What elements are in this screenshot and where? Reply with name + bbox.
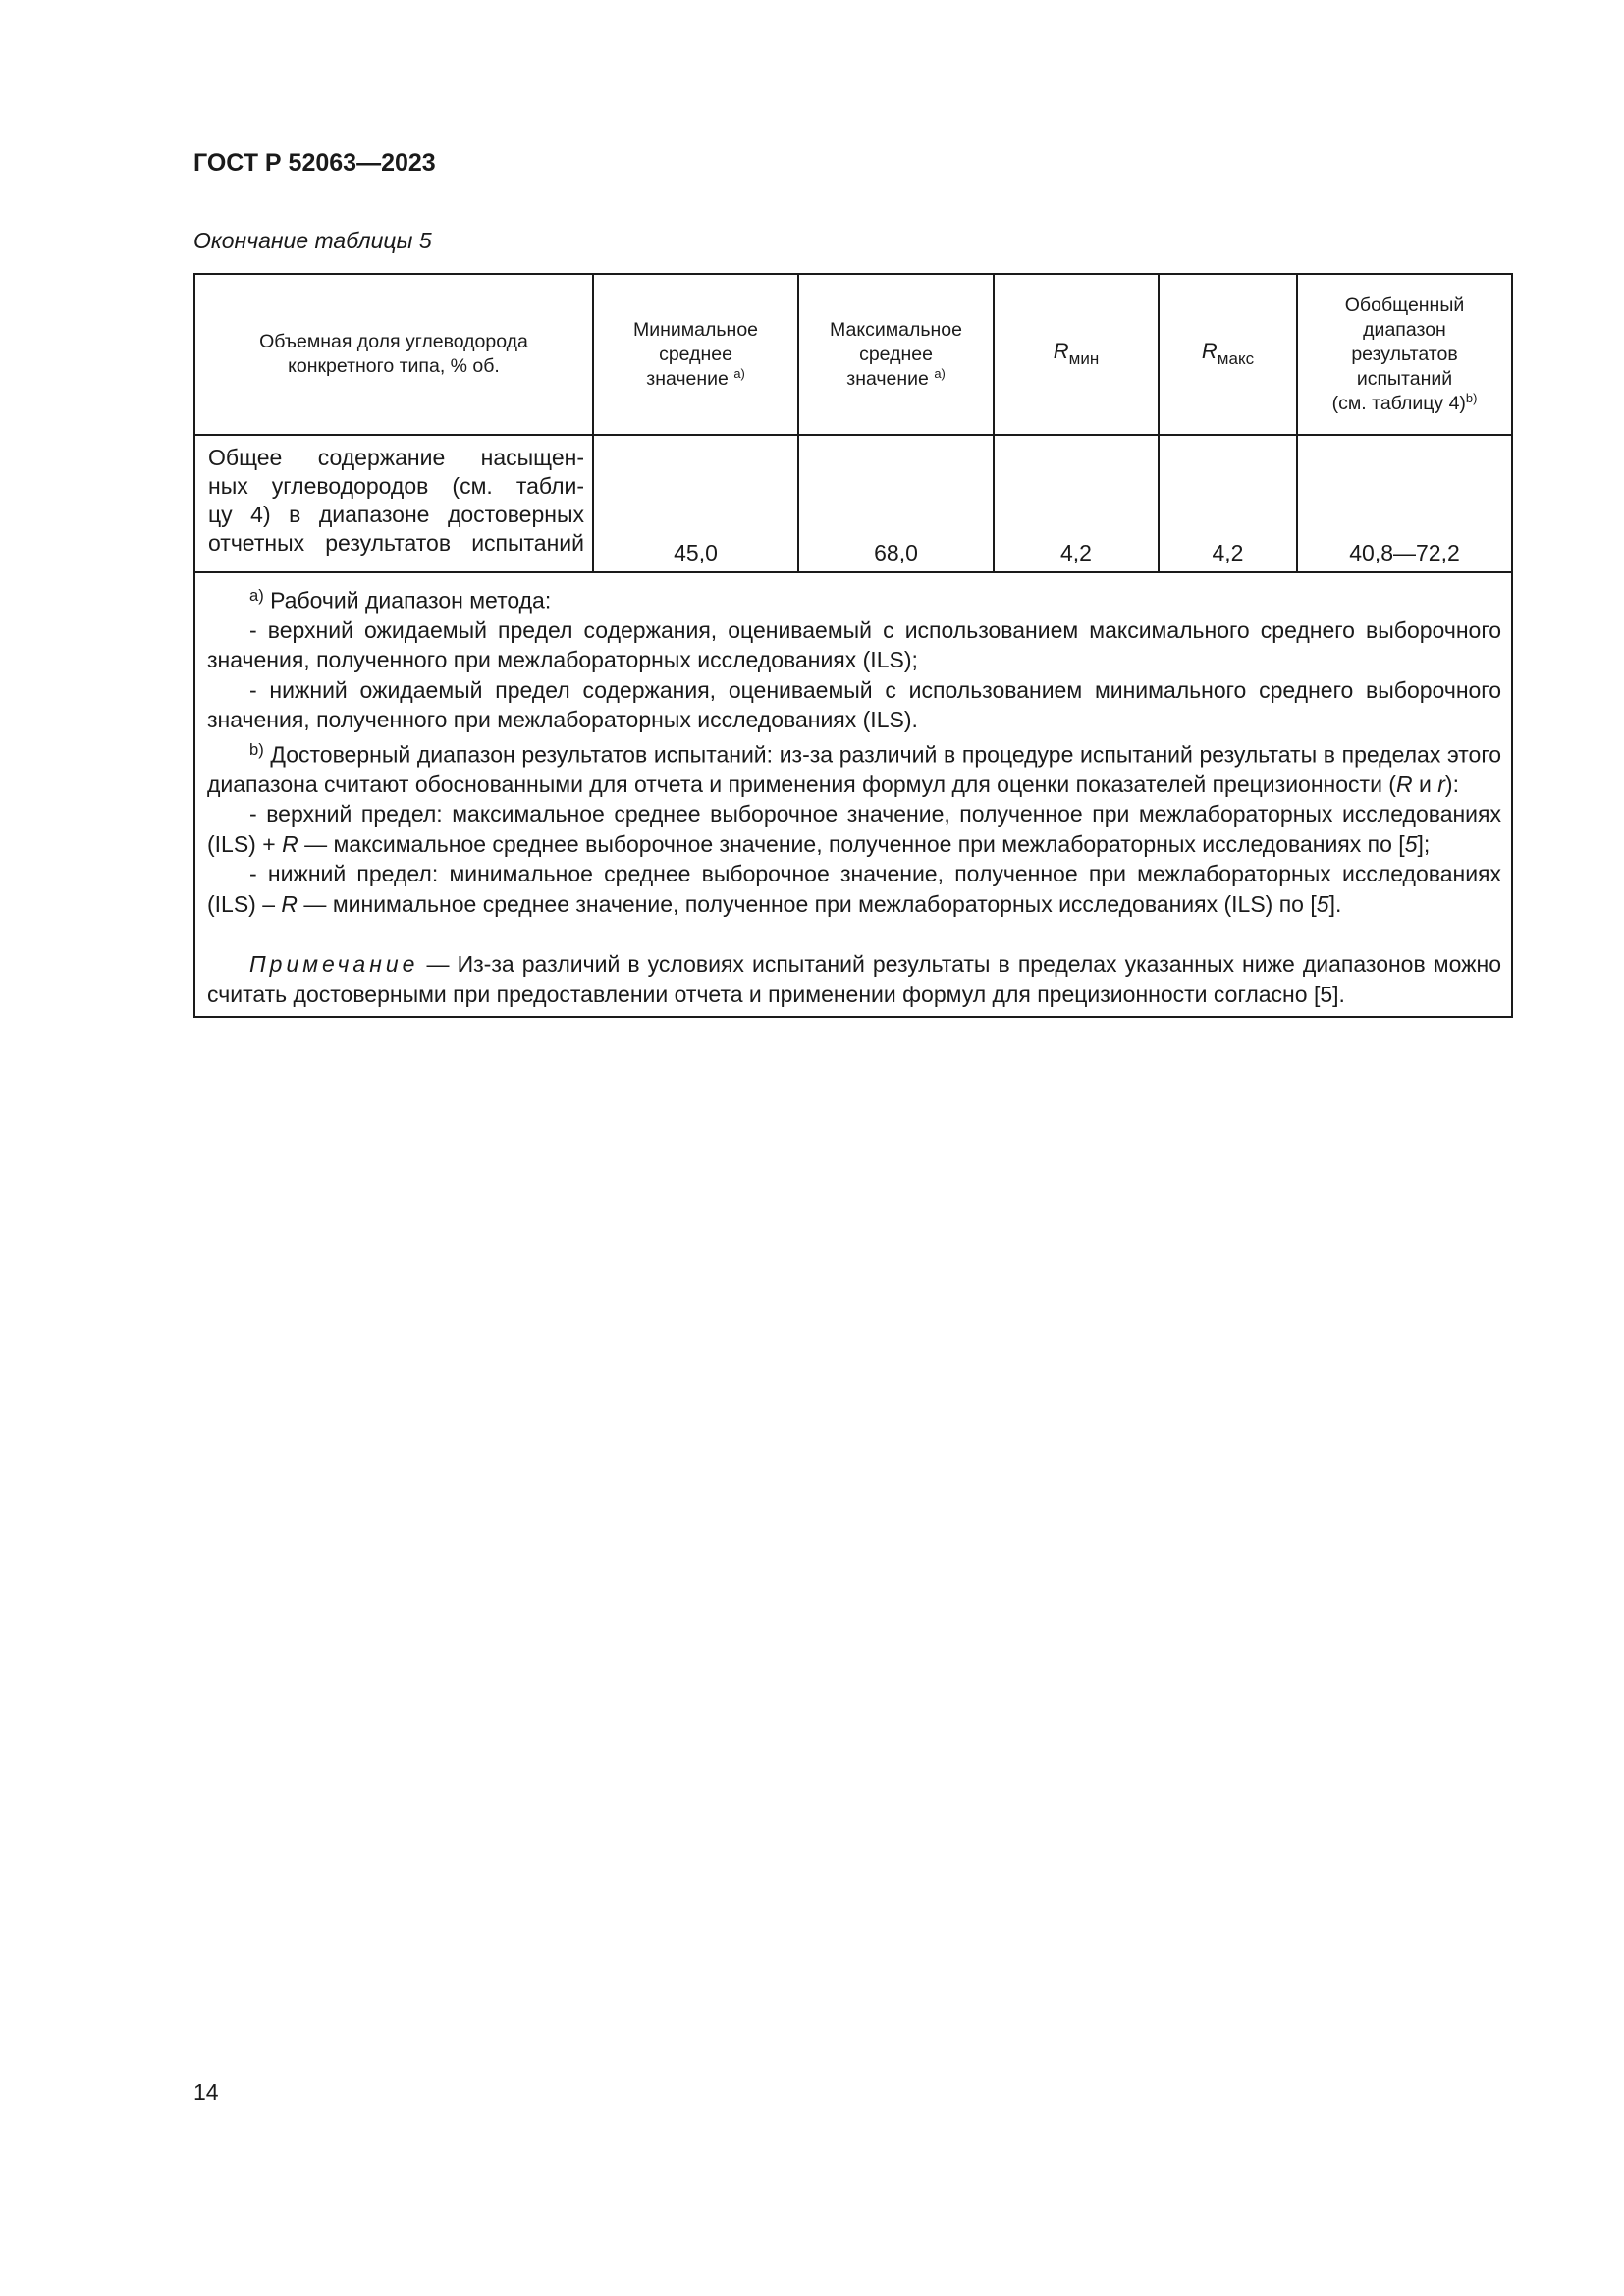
table-caption: Окончание таблицы 5	[193, 228, 432, 253]
footnote-b-upper: - верхний предел: максимальное среднее выборочное значение, полученное при межлабораторных исследованиях (ILS) + R — максимальное среднее выборочное значение, полученное при межлабораторных исследованиях по [5];	[207, 801, 1501, 857]
cell-range: 40,8—72,2	[1297, 435, 1512, 572]
footnote-ref-a: a)	[934, 365, 946, 381]
table-row	[194, 435, 1512, 572]
notes-row	[194, 572, 1512, 1017]
footnote-b: $^{b)}$ Достоверный диапазон результатов испытаний: из-за различий в процедуре испытаний результаты в пределах этого диапазона считают обоснованными для отчета и применения формул для оценки показателей прецизионности (R и r):	[207, 739, 1501, 797]
footnote-ref-b: b)	[1465, 390, 1478, 405]
table-5	[193, 273, 1513, 1018]
page-number: 14	[193, 2079, 219, 2105]
header-fraction: Объемная доля углеводорода конкретного типа, % об.	[194, 274, 593, 435]
footnote-a-upper: - верхний ожидаемый предел содержания, оцениваемый с использованием максимального среднего выборочного значения, полученного при межлабораторных исследованиях (ILS);	[207, 616, 1501, 673]
footnote-b-lower: - нижний предел: минимальное среднее выборочное значение, полученное при межлабораторных исследованиях (ILS) – R — минимальное среднее значение, полученное при межлабораторных исследованиях (ILS) по [5].	[207, 861, 1501, 917]
header-min-mean: Минимальное среднее значение $^{a)}$	[593, 274, 798, 435]
cell-max-mean: 68,0	[798, 435, 994, 572]
table-footnotes	[194, 572, 1512, 1017]
footnote-ref-a: a)	[733, 365, 745, 381]
cell-r-max: 4,2	[1159, 435, 1297, 572]
header-max-mean: Максимальное среднее значение $^{a)}$	[798, 274, 994, 435]
document-code: ГОСТ Р 52063—2023	[193, 149, 436, 177]
row-label: Общее содержание насыщен- ных углеводородов (см. табли- цу 4) в диапазоне достоверных отчетных результатов испытаний	[194, 435, 593, 572]
cell-min-mean: 45,0	[593, 435, 798, 572]
table-note: Примечание — Из-за различий в условиях испытаний результаты в пределах указанных ниже диапазонов можно считать достоверными при предоставлении отчета и применении формул для прецизионности согласно [5].	[207, 951, 1501, 1007]
footnote-a: $^{a)}$ Рабочий диапазон метода:	[249, 586, 552, 614]
header-r-min: Rмин	[994, 274, 1159, 435]
table-header-row	[194, 274, 1512, 435]
header-range: Обобщенный диапазон результатов испытаний (см. таблицу 4)$^{b)}$	[1297, 274, 1512, 435]
cell-r-min: 4,2	[994, 435, 1159, 572]
footnote-a-lower: - нижний ожидаемый предел содержания, оцениваемый с использованием минимального среднего выборочного значения, полученного при межлабораторных исследованиях (ILS).	[207, 676, 1501, 733]
header-r-max: Rмакс	[1159, 274, 1297, 435]
